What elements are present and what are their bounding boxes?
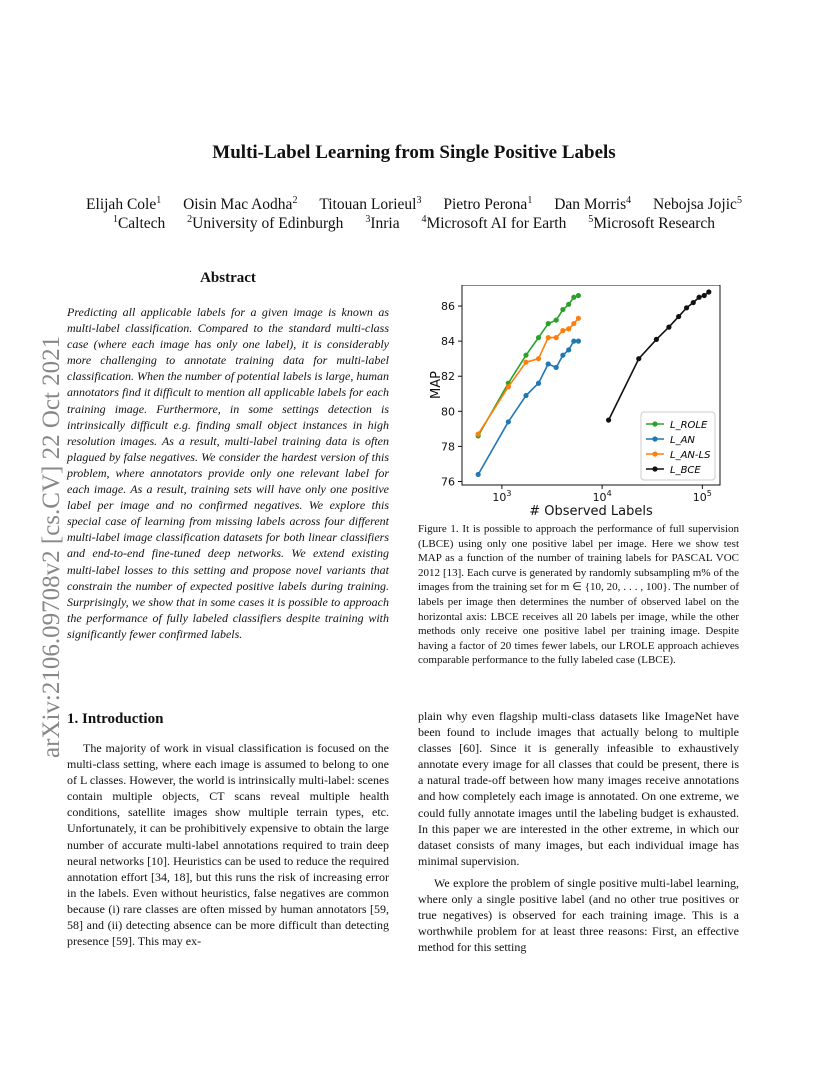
data-point: [571, 321, 576, 326]
data-point: [560, 328, 565, 333]
figure-caption: Figure 1. It is possible to approach the performance of full supervision (LBCE) using only one positive label per image. Here we show test MAP as a function of the number of training labels for PASCAL VOC 2012 [13]. Each curve is generated by randomly subsampling m% of the images from the training set for m ∈ {10, 20, . . . , 100}. The number of labels per image then determines the number of observed label on the horizontal axis: LBCE receives all 20 labels per image, while the other methods only receive one positive label per training image. Despite having a factor of 20 times fewer labels, our LROLE approach achieves comparable performance to the fully labeled case (LBCE).: [418, 523, 739, 667]
x-tick-exponent: 5: [706, 489, 712, 498]
series-line: [609, 292, 709, 420]
data-point: [706, 289, 711, 294]
x-tick-label: $10^3$: [492, 489, 512, 504]
figure-1-chart: [420, 285, 740, 520]
y-tick-label: 76: [441, 475, 455, 489]
legend-marker: [652, 421, 657, 426]
y-tick-label: 82: [441, 370, 455, 384]
legend-label: L_ROLE: [670, 420, 708, 431]
data-point: [606, 417, 611, 422]
intro-paragraph: The majority of work in visual classification is focused on the multi-class setting, where each image is assumed to belong to one of L classes. However, the world is intrinsically multi-label: scenes contain multiple objects, CT scans reveal multiple health conditions, satellite images show multiple terrain types, etc. Unfortunately, it can be prohibitively expensive to obtain the large number of accurate multi-label annotations required to train deep neural networks [10]. Heuristics can be used to reduce the required annotation effort [34, 18], but this runs the risk of increasing error in the labels. Even without heuristics, false negatives are common because (i) rare classes are often missed by human annotators [59, 58] and (ii) detecting absence can be more difficult than detecting presence [59]. This may ex-: [67, 741, 389, 949]
right-column: [418, 708, 739, 961]
data-point: [666, 325, 671, 330]
data-point: [536, 356, 541, 361]
y-tick-label: 78: [441, 440, 455, 454]
affiliation: $^5$Microsoft Research: [588, 213, 716, 232]
data-point: [476, 432, 481, 437]
data-point: [560, 307, 565, 312]
data-point: [571, 339, 576, 344]
affiliation: $^1$Caltech: [112, 213, 166, 232]
data-point: [566, 326, 571, 331]
author: Nebojsa Jojic$^5$: [652, 194, 742, 213]
data-point: [523, 360, 528, 365]
y-tick-label: 80: [441, 405, 455, 419]
legend-marker: [652, 451, 657, 456]
abstract-heading: Abstract: [200, 270, 256, 286]
data-point: [476, 472, 481, 477]
data-point: [546, 321, 551, 326]
legend-label: L_AN-LS: [670, 450, 711, 461]
author: Pietro Perona$^1$: [443, 194, 533, 213]
data-point: [523, 353, 528, 358]
data-point: [506, 419, 511, 424]
data-point: [691, 300, 696, 305]
series-line: [478, 318, 578, 434]
data-point: [576, 293, 581, 298]
data-point: [536, 335, 541, 340]
data-point: [566, 347, 571, 352]
y-axis-label: MAP: [429, 371, 444, 399]
data-point: [536, 381, 541, 386]
arxiv-stamp: [20, 270, 65, 770]
data-point: [576, 339, 581, 344]
author: Elijah Cole$^1$: [86, 194, 162, 213]
data-point: [546, 361, 551, 366]
author-list: [0, 195, 828, 214]
data-point: [554, 365, 559, 370]
data-point: [576, 316, 581, 321]
data-point: [523, 393, 528, 398]
affiliation-list: [0, 214, 828, 233]
chart-svg: [420, 285, 740, 520]
data-point: [554, 317, 559, 322]
data-point: [560, 353, 565, 358]
data-point: [636, 356, 641, 361]
affiliation: $^4$Microsoft AI for Earth: [421, 213, 567, 232]
section-heading: 1. Introduction: [67, 711, 164, 727]
x-tick-exponent: 4: [606, 489, 612, 498]
data-point: [654, 337, 659, 342]
x-tick-exponent: 3: [506, 489, 512, 498]
author: Oisin Mac Aodha$^2$: [183, 194, 298, 213]
x-tick-label: $10^4$: [592, 489, 612, 504]
paper-title: Multi-Label Learning from Single Positive Labels: [212, 142, 616, 163]
x-ticks: [492, 485, 712, 504]
y-ticks: [441, 300, 462, 488]
right-paragraph-2: We explore the problem of single positive multi-label learning, where only a single positive label (and no other true positives or true negatives) is observed for each training image. This is a worthwhile problem for at least three reasons: First, an effective method for this setting: [418, 875, 739, 955]
data-point: [571, 295, 576, 300]
y-tick-label: 86: [441, 300, 455, 314]
data-point: [702, 293, 707, 298]
data-point: [696, 295, 701, 300]
author: Titouan Lorieul$^3$: [319, 194, 422, 213]
data-point: [676, 314, 681, 319]
legend-marker: [652, 436, 657, 441]
legend-marker: [652, 466, 657, 471]
x-axis-label: # Observed Labels: [529, 504, 653, 519]
affiliation: $^2$University of Edinburgh: [187, 213, 344, 232]
data-point: [506, 384, 511, 389]
legend-label: L_BCE: [670, 465, 701, 476]
right-paragraph-1: plain why even flagship multi-class datasets like ImageNet have been found to include images that actually belong to multiple classes [60]. Since it is generally infeasible to exhaustively annotate every image for all classes that could be present, there is a natural trade-off between how many images receive annotations and how completely each image is annotated. On one extreme, we could fully annotate images until the labeling budget is exhausted. In this paper we are interested in the other extreme, in which our dataset consists of many images, but each individual image has minimal supervision.: [418, 709, 739, 868]
data-point: [554, 335, 559, 340]
series-line: [478, 296, 578, 436]
y-tick-label: 84: [441, 335, 455, 349]
legend: [641, 412, 715, 480]
data-point: [566, 302, 571, 307]
data-point: [684, 305, 689, 310]
x-tick-label: $10^5$: [692, 489, 712, 504]
intro-column: [67, 740, 389, 949]
author: Dan Morris$^4$: [554, 194, 632, 213]
arxiv-stamp-text: arXiv:2106.09708v2 [cs.CV] 22 Oct 2021: [38, 335, 65, 758]
data-point: [546, 335, 551, 340]
affiliation: $^3$Inria: [365, 213, 400, 232]
legend-label: L_AN: [670, 435, 695, 446]
abstract-body: Predicting all applicable labels for a given image is known as multi-label classification. Compared to the standard multi-class case (where each image has only one label), it is considerably more challenging to annotate training data for multi-label classification. When the number of potential labels is large, human annotators find it difficult to mention all applicable labels for each training image. Furthermore, in some settings detection is intrinsically difficult e.g. finding small object instances in high resolution images. As a result, multi-label training data is often plagued by false negatives. We consider the hardest version of this problem, where annotators provide only one relevant label for each image. As a result, training sets will have only one positive label per image and no confirmed negatives. We explore this special case of learning from missing labels across four different multi-label image classification datasets for both linear classifiers and end-to-end fine-tuned deep networks. We extend existing multi-label losses to this setting and propose novel variants that constrain the number of expected positive labels during training. Surprisingly, we show that in some cases it is possible to approach the performance of fully labeled classifiers despite training with significantly fewer confirmed labels.: [67, 305, 389, 641]
